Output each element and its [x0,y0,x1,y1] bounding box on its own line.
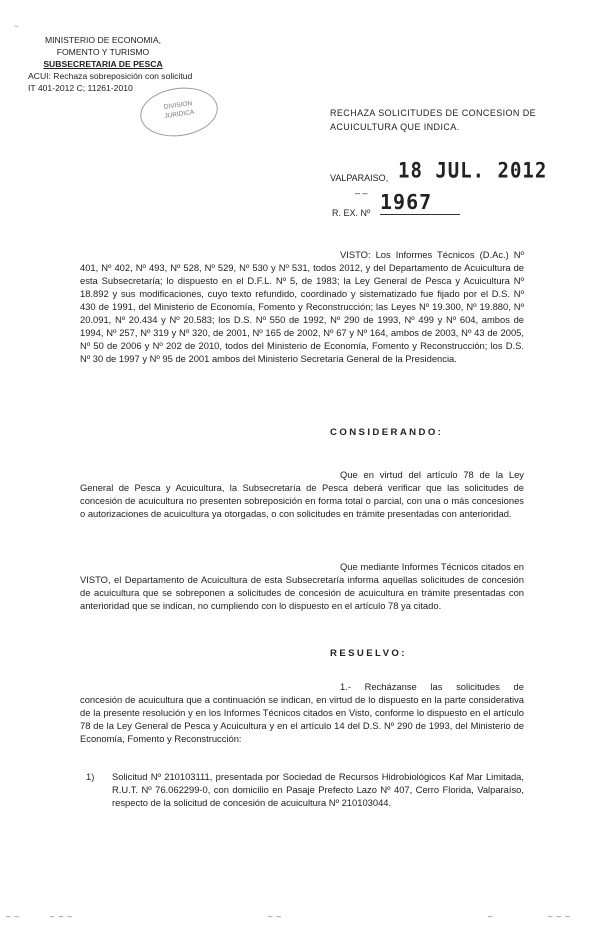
considerando-paragraph-1: Que en virtud del artículo 78 de la Ley General de Pesca y Acuicultura, la Subsecretaría de Pesca deberá verificar que las solicitudes de concesión de acuicultura no presenten sobreposición en forma total o parcial, con una o más concesiones o autorizaciones de acuicultura ya otorgadas, o con solicitudes en trámite presentadas con anterioridad. [80,469,524,519]
resuelvo-paragraph-1: 1.- Recházanse las solicitudes de concesión de acuicultura que a continuación se indican, en virtud de lo dispuesto en la parte considerativa de la presente resolución y en los Informes Técnicos citados en Visto, conforme lo dispuesto en el artículo 78 de la Ley General de Pesca y Acuicultura y en el artículo 14 del D.S. Nº 290 de 1993, del Ministerio de Economía, Fomento y Reconstrucción: [80,681,524,744]
ministry-name: MINISTERIO DE ECONOMIA, [44,35,162,45]
footer-mark-left-2: – – – [50,912,73,921]
dash-mark: – – [355,188,368,198]
resolution-date: 18 JUL. 2012 [398,158,548,184]
subject-line-1: RECHAZA SOLICITUDES DE CONCESION DE [330,108,537,118]
resolution-subject [330,106,570,134]
exempt-number: 1967 [380,190,460,215]
item-text: Solicitud Nº 210103111, presentada por Sociedad de Recursos Hidrobiológicos Kaf Mar Limitada, R.U.T. Nº 76.062299-0, con domicilio en Pasaje Prefecto Lazo Nº 407, Cerro Florida, Valparaíso, respecto de la solicitud de concesión de acuicultura Nº 210103044. [112,771,524,808]
letterhead [28,34,238,94]
footer-mark-right: – [488,912,494,921]
footer-mark-center: – – [268,912,283,921]
ministry-name-2: FOMENTO Y TURISMO [56,47,150,57]
visto-paragraph: VISTO: Los Informes Técnicos (D.Ac.) Nº 401, Nº 402, Nº 493, Nº 528, Nº 529, Nº 530 y Nº 531, todos 2012, y del Departamento de Acuicultura de esta Subsecretaría; lo dispuesto en el D.F.L. Nº 5, de 1983; la Ley General de Pesca y Acuicultura Nº 18.892 y sus modificaciones, cuyo texto refundido, coordinado y sistematizado fue fijado por el D.S. Nº 430 de 1991, del Ministerio de Economía, Fomento y Reconstrucción; las Leyes Nº 19.300, Nº 19.880, Nº 20.091, Nº 20.434 y Nº 20.583; los D.S. Nº 550 de 1992, Nº 290 de 1993, Nº 499 y Nº 604, ambos de 1994, Nº 257, Nº 319 y Nº 320, de 2001, Nº 165 de 2002, Nº 67 y Nº 164, ambos de 2003, Nº 43 de 2005, Nº 50 de 2006 y Nº 202 de 2010, todos del Ministerio de Economía, Fomento y Reconstrucción; los D.S. Nº 30 de 1997 y Nº 95 de 2001 ambos del Ministerio Secretaría General de la Presidencia. [80,249,524,364]
considerando-paragraph-2: Que mediante Informes Técnicos citados en VISTO, el Departamento de Acuicultura de esta Subsecretaría informa aquellas solicitudes de concesión de acuicultura que se sobreponen a solicitudes de concesión de acuicultura en trámite presentadas con anterioridad que se indican, no cumpliendo con lo dispuesto en el artículo 78 ya citado. [80,561,524,611]
reference-line-2: IT 401-2012 C; 11261-2010 [28,83,133,93]
stamp-line-1: DIVISION [163,100,193,112]
subsecretariat-name: SUBSECRETARIA DE PESCA [43,59,163,69]
corner-mark: ~ [14,22,19,31]
item-number: 1) [86,771,95,782]
exempt-label: R. EX. Nº [332,208,371,218]
footer-mark-right-2: – – – [548,912,571,921]
considerando-heading: CONSIDERANDO: [330,427,444,438]
stamp-line-2: JURIDICA [164,108,195,121]
footer-mark-left: – – [6,912,21,921]
resuelvo-heading: RESUELVO: [330,648,407,659]
place-label: VALPARAISO, [330,173,389,183]
reference-line: ACUI: Rechaza sobreposición con solicitud [28,71,193,81]
subject-line-2: ACUICULTURA QUE INDICA. [330,122,460,132]
